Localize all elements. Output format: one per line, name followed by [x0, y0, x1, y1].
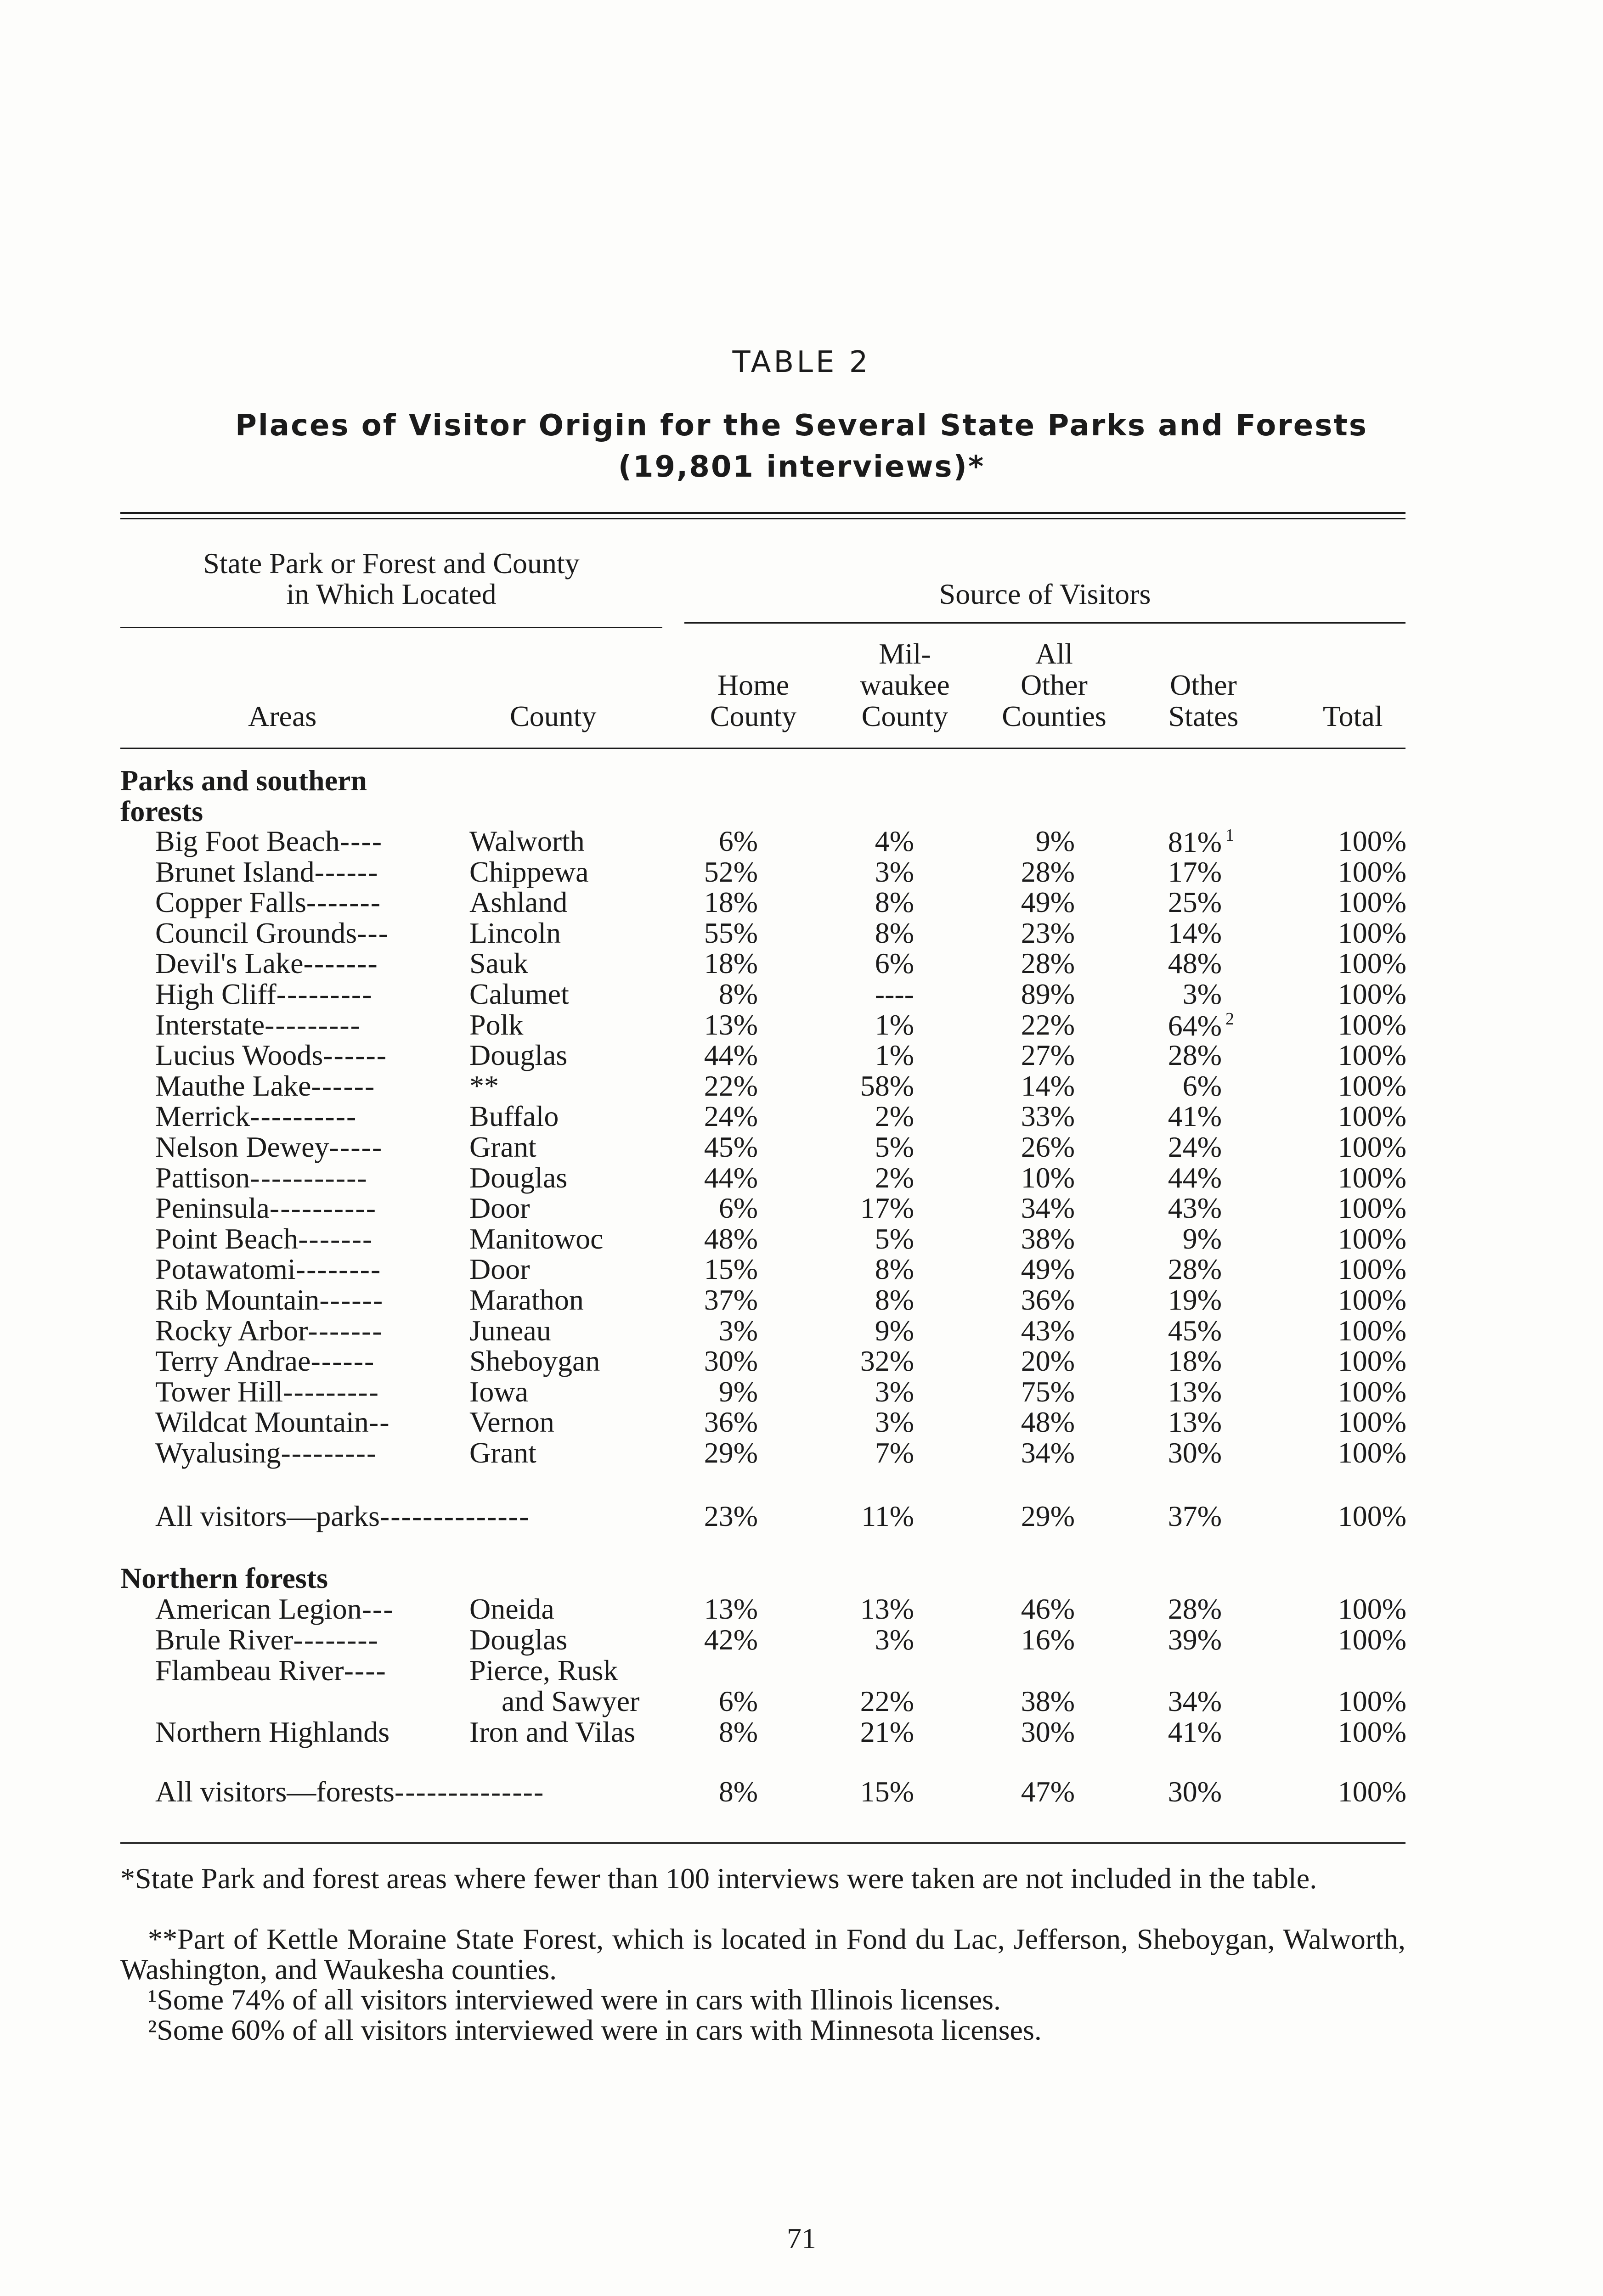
other-states-value: 18% — [1168, 1345, 1222, 1378]
dot-leader: -- — [368, 1406, 390, 1439]
home-county-value: 13% — [704, 1593, 758, 1625]
dot-leader: ---- — [344, 1654, 387, 1687]
area-label: Pattison — [155, 1161, 250, 1194]
area-label: Brunet Island — [155, 855, 315, 888]
group-header-left-2: in Which Located — [286, 578, 497, 610]
home-county-value: 37% — [704, 1283, 758, 1316]
milwaukee-county-value: 5% — [875, 1222, 914, 1255]
home-county-value: 8% — [718, 1775, 758, 1808]
header-rule — [120, 748, 1405, 749]
other-states-value: 43% — [1168, 1192, 1222, 1225]
total-value: 100% — [1338, 1283, 1406, 1316]
home-county-value: 52% — [704, 855, 758, 888]
home-county-value: 42% — [704, 1623, 758, 1656]
county-name: Polk — [469, 1008, 524, 1041]
other-states-number: 64% — [1168, 1009, 1222, 1042]
summary-label — [155, 1777, 544, 1806]
county-name: Chippewa — [469, 855, 589, 888]
total-value: 100% — [1338, 1716, 1406, 1748]
milwaukee-county-value: 1% — [875, 1039, 914, 1072]
col-header-mil-3: County — [861, 700, 948, 732]
other-counties-value: 49% — [1021, 886, 1075, 919]
other-states-value: 14% — [1168, 916, 1222, 949]
total-value: 100% — [1338, 886, 1406, 919]
home-county-value: 55% — [704, 916, 758, 949]
home-county-value: 24% — [704, 1100, 758, 1133]
dot-leader: ---------- — [250, 1100, 357, 1133]
area-name — [155, 1377, 379, 1407]
county-name: Grant — [469, 1131, 536, 1163]
total-value: 100% — [1338, 1100, 1406, 1133]
home-county-value: 13% — [704, 1008, 758, 1041]
home-county-value: 3% — [718, 1314, 758, 1347]
county-name: Douglas — [469, 1039, 568, 1072]
other-counties-value: 48% — [1021, 1406, 1075, 1439]
county-name: Buffalo — [469, 1100, 559, 1133]
col-header-other-counties-3: Counties — [1002, 700, 1106, 732]
area-name — [155, 857, 378, 887]
col-header-areas: Areas — [248, 700, 317, 732]
total-value: 100% — [1338, 1593, 1406, 1625]
dot-leader: --------- — [283, 1375, 379, 1408]
area-name — [155, 1224, 373, 1254]
area-label: Flambeau River — [155, 1654, 344, 1687]
other-counties-value: 28% — [1021, 947, 1075, 980]
footnote-marker: 2 — [1225, 1009, 1234, 1029]
county-name: Pierce, Rusk — [469, 1654, 618, 1687]
col-header-other-states-1: Other — [1170, 669, 1237, 701]
dot-leader: ------- — [306, 886, 382, 919]
other-states-value: 17% — [1168, 855, 1222, 888]
milwaukee-county-value: 8% — [875, 916, 914, 949]
area-label: Rib Mountain — [155, 1283, 320, 1316]
milwaukee-county-value: 8% — [875, 1283, 914, 1316]
county-name: Ashland — [469, 886, 568, 919]
other-counties-value: 29% — [1021, 1500, 1075, 1532]
total-value: 100% — [1338, 1222, 1406, 1255]
other-counties-value: 16% — [1021, 1623, 1075, 1656]
dot-leader: ------ — [311, 1069, 376, 1102]
area-name — [155, 1102, 357, 1131]
milwaukee-county-value: 2% — [875, 1161, 914, 1194]
other-states-value: 30% — [1168, 1436, 1222, 1469]
area-name — [155, 1132, 383, 1162]
col-header-county: County — [510, 700, 597, 732]
county-name: Douglas — [469, 1623, 568, 1656]
other-states-number: 81% — [1168, 826, 1222, 858]
home-county-value: 8% — [718, 978, 758, 1010]
milwaukee-county-value: 58% — [860, 1069, 914, 1102]
other-counties-value: 20% — [1021, 1345, 1075, 1378]
area-name — [155, 1594, 394, 1624]
milwaukee-county-value: 5% — [875, 1131, 914, 1163]
home-county-value: 9% — [718, 1375, 758, 1408]
county-name: Juneau — [469, 1314, 551, 1347]
table-subtitle: (19,801 interviews)* — [618, 450, 985, 484]
other-states-value: 30% — [1168, 1775, 1222, 1808]
county-name: Door — [469, 1192, 530, 1225]
dot-leader: ------ — [314, 855, 379, 888]
county-name: Vernon — [469, 1406, 554, 1439]
home-county-value: 44% — [704, 1161, 758, 1194]
milwaukee-county-value: 13% — [860, 1593, 914, 1625]
home-county-value: 8% — [718, 1716, 758, 1748]
total-value: 100% — [1338, 1684, 1406, 1717]
home-county-value: 29% — [704, 1436, 758, 1469]
milwaukee-county-value: 8% — [875, 1253, 914, 1286]
other-counties-value: 34% — [1021, 1436, 1075, 1469]
total-value: 100% — [1338, 916, 1406, 949]
top-rule-second — [120, 518, 1405, 519]
area-label: Devil's Lake — [155, 947, 304, 980]
other-counties-value: 28% — [1021, 855, 1075, 888]
section-title-forests: Northern forests — [120, 1562, 328, 1594]
county-name: Marathon — [469, 1283, 584, 1316]
other-states-value: 39% — [1168, 1623, 1222, 1656]
area-name — [155, 1438, 377, 1468]
total-value: 100% — [1338, 1406, 1406, 1439]
total-value: 100% — [1338, 855, 1406, 888]
county-name: Walworth — [469, 825, 585, 857]
county-name: Manitowoc — [469, 1222, 604, 1255]
home-county-value: 18% — [704, 886, 758, 919]
other-states-value: 28% — [1168, 1593, 1222, 1625]
dot-leader: -------- — [295, 1253, 382, 1286]
area-label: Interstate — [155, 1008, 265, 1041]
home-county-value: 6% — [718, 1192, 758, 1225]
other-counties-value: 22% — [1021, 1008, 1075, 1041]
col-header-home-1: Home — [717, 669, 790, 701]
col-header-mil-2: waukee — [860, 669, 950, 701]
other-states-value: 41% — [1168, 1100, 1222, 1133]
other-states-value: 37% — [1168, 1500, 1222, 1532]
total-value: 100% — [1338, 1775, 1406, 1808]
footnote-1: ¹Some 74% of all visitors interviewed were in cars with Illinois licenses. — [148, 1983, 1001, 2016]
county-name: Door — [469, 1253, 530, 1286]
group-rule-right — [684, 622, 1405, 624]
footnote-double-star: **Part of Kettle Moraine State Forest, which is located in Fond du Lac, Jefferson, Sheboygan, Walworth, Washington, and Waukesha counties. — [120, 1923, 1405, 1986]
county-name: Douglas — [469, 1161, 568, 1194]
area-name — [155, 1316, 383, 1345]
area-label: Terry Andrae — [155, 1345, 311, 1378]
dot-leader: ------ — [323, 1039, 388, 1072]
other-states-value: 6% — [1182, 1069, 1222, 1102]
milwaukee-county-value: 6% — [875, 947, 914, 980]
other-states-value: 13% — [1168, 1406, 1222, 1439]
other-states-value: 24% — [1168, 1131, 1222, 1163]
other-counties-value: 38% — [1021, 1684, 1075, 1717]
dot-leader: -------------- — [394, 1775, 545, 1808]
total-value: 100% — [1338, 1069, 1406, 1102]
bottom-rule — [120, 1842, 1405, 1844]
county-name: Calumet — [469, 978, 569, 1010]
milwaukee-county-value: 32% — [860, 1345, 914, 1378]
county-name: ** — [469, 1069, 499, 1102]
other-counties-value: 49% — [1021, 1253, 1075, 1286]
other-counties-value: 36% — [1021, 1283, 1075, 1316]
home-county-value: 48% — [704, 1222, 758, 1255]
total-value: 100% — [1338, 978, 1406, 1010]
county-name: Iron and Vilas — [469, 1716, 636, 1748]
area-label: Point Beach — [155, 1222, 299, 1255]
other-states-value: 9% — [1182, 1222, 1222, 1255]
milwaukee-county-value: 3% — [875, 1406, 914, 1439]
dot-leader: --- — [357, 916, 389, 949]
area-label: Copper Falls — [155, 886, 306, 919]
home-county-value: 22% — [704, 1069, 758, 1102]
county-name: Oneida — [469, 1593, 554, 1625]
milwaukee-county-value: 3% — [875, 855, 914, 888]
county-name: Iowa — [469, 1375, 528, 1408]
milwaukee-county-value: 7% — [875, 1436, 914, 1469]
area-name — [155, 1625, 379, 1654]
other-states-value: 3% — [1182, 978, 1222, 1010]
area-label: Merrick — [155, 1100, 250, 1133]
area-label: Tower Hill — [155, 1375, 283, 1408]
total-value: 100% — [1338, 1375, 1406, 1408]
other-states-value: 25% — [1168, 886, 1222, 919]
milwaukee-county-value: 11% — [861, 1500, 914, 1532]
area-label: Wyalusing — [155, 1436, 281, 1469]
group-header-left-1: State Park or Forest and County — [203, 547, 580, 580]
home-county-value: 15% — [704, 1253, 758, 1286]
page-number: 71 — [787, 2222, 816, 2255]
dot-leader: ------- — [303, 947, 378, 980]
area-name — [155, 1255, 381, 1284]
milwaukee-county-value: 17% — [860, 1192, 914, 1225]
group-header-right: Source of Visitors — [939, 578, 1151, 610]
area-name — [155, 1163, 368, 1193]
area-label: Lucius Woods — [155, 1039, 323, 1072]
area-name — [155, 918, 389, 948]
total-value: 100% — [1338, 825, 1406, 857]
area-label: Brule River — [155, 1623, 294, 1656]
total-value: 100% — [1338, 1039, 1406, 1072]
col-header-home-2: County — [710, 700, 797, 732]
other-states-value: 45% — [1168, 1314, 1222, 1347]
dot-leader: --- — [361, 1593, 394, 1625]
home-county-value: 45% — [704, 1131, 758, 1163]
total-value: 100% — [1338, 1253, 1406, 1286]
area-name — [155, 1193, 377, 1223]
home-county-value: 6% — [718, 825, 758, 857]
footnote-2: ²Some 60% of all visitors interviewed were in cars with Minnesota licenses. — [148, 2014, 1042, 2046]
area-name — [155, 1656, 387, 1685]
other-states-value: 41% — [1168, 1716, 1222, 1748]
other-states-value — [1084, 1010, 1249, 1041]
other-counties-value: 34% — [1021, 1192, 1075, 1225]
area-name — [155, 949, 378, 978]
total-value: 100% — [1338, 1623, 1406, 1656]
summary-label-text: All visitors—forests — [155, 1775, 395, 1808]
area-label: Peninsula — [155, 1192, 270, 1225]
other-states-value: 34% — [1168, 1684, 1222, 1717]
col-header-other-counties-1: All — [1035, 637, 1073, 670]
other-states-value — [1084, 827, 1249, 857]
home-county-value: 44% — [704, 1039, 758, 1072]
top-rule — [120, 512, 1405, 514]
total-value: 100% — [1338, 1436, 1406, 1469]
dot-leader: ---------- — [269, 1192, 377, 1225]
area-label: Mauthe Lake — [155, 1069, 311, 1102]
area-name — [155, 979, 373, 1009]
footnote-marker: 1 — [1225, 826, 1234, 845]
other-counties-value: 26% — [1021, 1131, 1075, 1163]
area-name — [155, 888, 381, 917]
area-name — [155, 1346, 375, 1376]
col-header-total: Total — [1323, 700, 1383, 732]
area-name — [155, 1010, 361, 1040]
dot-leader: --------- — [281, 1436, 378, 1469]
other-states-value: 28% — [1168, 1253, 1222, 1286]
other-counties-value: 14% — [1021, 1069, 1075, 1102]
other-states-value: 13% — [1168, 1375, 1222, 1408]
area-name — [155, 1071, 375, 1101]
total-value: 100% — [1338, 947, 1406, 980]
other-counties-value: 89% — [1021, 978, 1075, 1010]
county-name: Sauk — [469, 947, 528, 980]
other-states-value: 44% — [1168, 1161, 1222, 1194]
area-name — [155, 1285, 384, 1315]
dot-leader: ------ — [310, 1345, 375, 1378]
total-value: 100% — [1338, 1500, 1406, 1532]
total-value: 100% — [1338, 1314, 1406, 1347]
area-label: Rocky Arbor — [155, 1314, 308, 1347]
county-name: Lincoln — [469, 916, 561, 949]
milwaukee-county-value: 22% — [860, 1684, 914, 1717]
other-states-value: 28% — [1168, 1039, 1222, 1072]
home-county-value: 18% — [704, 947, 758, 980]
area-name — [155, 1407, 390, 1437]
dot-leader: -------- — [293, 1623, 379, 1656]
table-label: TABLE 2 — [732, 345, 871, 379]
dot-leader: --------- — [276, 978, 373, 1010]
section-title-parks-2: forests — [120, 795, 203, 827]
area-label: Council Grounds — [155, 916, 357, 949]
area-label: American Legion — [155, 1593, 362, 1625]
footnote-star: *State Park and forest areas where fewer than 100 interviews were taken are not included in the table. — [120, 1862, 1317, 1895]
table-title: Places of Visitor Origin for the Several State Parks and Forests — [235, 409, 1368, 443]
milwaukee-county-value: 9% — [875, 1314, 914, 1347]
home-county-value: 30% — [704, 1345, 758, 1378]
dot-leader: --------- — [265, 1008, 361, 1041]
group-rule-left — [120, 627, 662, 628]
area-label: Nelson Dewey — [155, 1131, 329, 1163]
section-title-parks: Parks and southern — [120, 764, 367, 797]
area-label: Northern Highlands — [155, 1716, 390, 1748]
county-name: Grant — [469, 1436, 536, 1469]
home-county-value: 6% — [718, 1684, 758, 1717]
milwaukee-county-value: 21% — [860, 1716, 914, 1748]
dot-leader: ----------- — [250, 1161, 368, 1194]
area-name — [155, 827, 383, 856]
milwaukee-county-value: 15% — [860, 1775, 914, 1808]
col-header-other-counties-2: Other — [1021, 669, 1088, 701]
col-header-other-states-2: States — [1168, 700, 1239, 732]
area-name — [155, 1717, 389, 1747]
milwaukee-county-value: 4% — [875, 825, 914, 857]
milwaukee-county-value: 8% — [875, 886, 914, 919]
milwaukee-county-value: 3% — [875, 1375, 914, 1408]
summary-label-text: All visitors—parks — [155, 1500, 380, 1532]
other-counties-value: 47% — [1021, 1775, 1075, 1808]
other-counties-value: 27% — [1021, 1039, 1075, 1072]
dot-leader: ---- — [339, 825, 383, 857]
dot-leader: -------------- — [379, 1500, 530, 1532]
milwaukee-county-value: 2% — [875, 1100, 914, 1133]
other-counties-value: 38% — [1021, 1222, 1075, 1255]
dot-leader: ----- — [329, 1131, 383, 1163]
area-label: Wildcat Mountain — [155, 1406, 369, 1439]
col-header-mil-1: Mil- — [879, 637, 931, 670]
area-label: Potawatomi — [155, 1253, 296, 1286]
summary-label — [155, 1502, 530, 1531]
total-value: 100% — [1338, 1345, 1406, 1378]
home-county-value: 23% — [704, 1500, 758, 1532]
dot-leader: ------ — [319, 1283, 384, 1316]
other-counties-value: 10% — [1021, 1161, 1075, 1194]
other-counties-value: 43% — [1021, 1314, 1075, 1347]
county-name-continued: and Sawyer — [502, 1684, 640, 1717]
county-name: Sheboygan — [469, 1345, 600, 1378]
area-name — [155, 1041, 387, 1070]
other-states-value: 48% — [1168, 947, 1222, 980]
other-counties-value: 33% — [1021, 1100, 1075, 1133]
other-states-value: 19% — [1168, 1283, 1222, 1316]
total-value: 100% — [1338, 1131, 1406, 1163]
total-value: 100% — [1338, 1008, 1406, 1041]
total-value: 100% — [1338, 1192, 1406, 1225]
other-counties-value: 75% — [1021, 1375, 1075, 1408]
milwaukee-county-value: ---- — [875, 978, 914, 1010]
milwaukee-county-value: 3% — [875, 1623, 914, 1656]
dot-leader: ------- — [308, 1314, 383, 1347]
home-county-value: 36% — [704, 1406, 758, 1439]
other-counties-value: 46% — [1021, 1593, 1075, 1625]
milwaukee-county-value: 1% — [875, 1008, 914, 1041]
dot-leader: ------- — [298, 1222, 373, 1255]
area-label: High Cliff — [155, 978, 277, 1010]
area-label: Big Foot Beach — [155, 825, 340, 857]
total-value: 100% — [1338, 1161, 1406, 1194]
other-counties-value: 9% — [1035, 825, 1075, 857]
other-counties-value: 30% — [1021, 1716, 1075, 1748]
other-counties-value: 23% — [1021, 916, 1075, 949]
